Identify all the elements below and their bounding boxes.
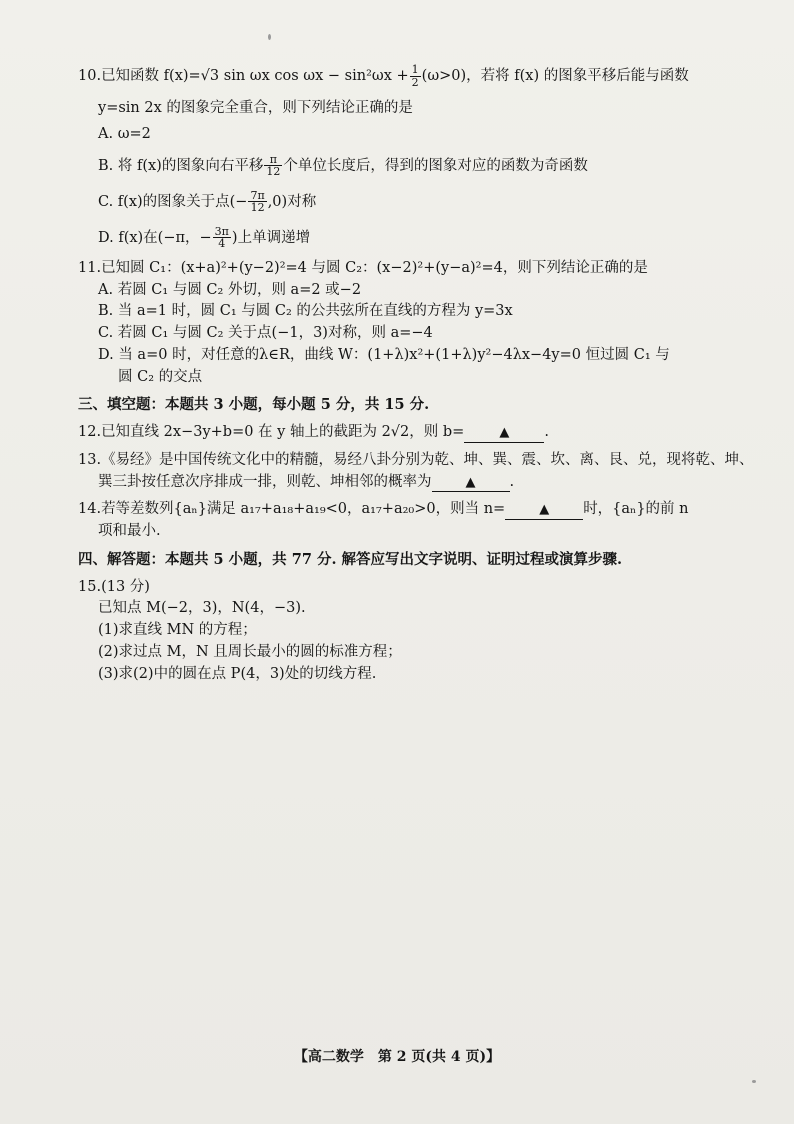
option-a: A. ω=2 xyxy=(98,125,151,142)
question-14-line2: 项和最小. xyxy=(98,523,161,540)
fraction-numerator: 7π xyxy=(250,188,265,202)
option-text: ,0)对称 xyxy=(267,193,317,210)
question-11-stem xyxy=(78,258,738,280)
question-14 xyxy=(78,499,738,543)
question-text: (ω>0)，若将 f(x) 的图象平移后能与函数 xyxy=(421,68,689,85)
option-text: 个单位长度后，得到的图象对应的函数为奇函数 xyxy=(283,157,588,174)
fraction-numerator: 1 xyxy=(411,63,419,76)
question-text: 《易经》是中国传统文化中的精髓，易经八卦分别为乾、坤、巽、震、坎、离、艮、兑，现将乾、坤、 xyxy=(101,451,754,468)
question-15-part-1: (1)求直线 MN 的方程； xyxy=(98,622,257,639)
question-15-given: 已知点 M(−2，3)，N(4，−3). xyxy=(98,600,306,617)
fraction-denominator: 2 xyxy=(411,75,419,89)
question-text: 已知直线 2x−3y+b=0 在 y 轴上的截距为 2√2，则 b= xyxy=(101,424,465,441)
fraction-numerator: 3π xyxy=(214,224,229,238)
question-number: 13. xyxy=(78,451,102,468)
question-text: . xyxy=(544,424,549,441)
option-b xyxy=(78,154,738,178)
option-text: D. f(x)在(−π，− xyxy=(98,229,212,246)
fraction xyxy=(213,226,231,250)
question-number: 11. xyxy=(78,259,102,276)
question-text: . xyxy=(509,473,515,490)
question-score: (13 分) xyxy=(101,578,150,595)
fraction-denominator: 12 xyxy=(266,165,281,179)
question-15 xyxy=(78,577,738,686)
question-10-stem xyxy=(78,64,738,88)
option-c: C. 若圆 C₁ 与圆 C₂ 关于点(−1，3)对称，则 a=−4 xyxy=(98,325,433,342)
fraction-numerator: π xyxy=(264,154,282,167)
question-number: 12. xyxy=(78,424,102,441)
exam-content xyxy=(78,58,754,685)
question-text: 时，{aₙ}的前 n xyxy=(583,501,689,518)
question-10 xyxy=(78,64,738,250)
question-15-part-2: (2)求过点 M，N 且周长最小的圆的标准方程； xyxy=(98,643,402,660)
question-number: 15. xyxy=(78,578,102,595)
fraction xyxy=(410,64,421,88)
fraction-denominator: 12 xyxy=(250,201,265,215)
scan-speck xyxy=(268,34,271,40)
question-number: 14. xyxy=(78,501,102,518)
triangle-marker: ▲ xyxy=(499,425,510,441)
question-number: 10. xyxy=(78,68,102,85)
question-text: 已知函数 f(x)=√3 sin ωx cos ωx − sin²ωx + xyxy=(101,68,409,85)
option-d-continued: 圆 C₂ 的交点 xyxy=(118,368,203,385)
answer-blank xyxy=(464,424,544,442)
fraction-denominator: 4 xyxy=(218,237,226,251)
option-text: C. f(x)的图象关于点(− xyxy=(98,193,248,210)
option-d: D. 当 a=0 时，对任意的λ∈R，曲线 W：(1+λ)x²+(1+λ)y²−4λx−4y=0 恒过圆 C₁ 与 xyxy=(98,346,670,363)
question-15-header xyxy=(78,577,738,599)
question-13-line2 xyxy=(78,472,738,494)
option-c xyxy=(78,190,738,214)
option-d xyxy=(78,226,738,250)
question-text: 已知圆 C₁：(x+a)²+(y−2)²=4 与圆 C₂：(x−2)²+(y−a)²=4，则下列结论正确的是 xyxy=(101,259,648,276)
question-13 xyxy=(78,450,754,494)
question-13-line1 xyxy=(78,450,754,472)
question-14-line1 xyxy=(78,499,738,521)
question-10-stem-line2: y=sin 2x 的图象完全重合，则下列结论正确的是 xyxy=(98,100,413,117)
option-a: A. 若圆 C₁ 与圆 C₂ 外切，则 a=2 或−2 xyxy=(98,281,362,298)
option-text: B. 将 f(x)的图象向右平移 xyxy=(98,157,264,174)
question-15-part-3: (3)求(2)中的圆在点 P(4，3)处的切线方程. xyxy=(98,665,377,682)
question-text: 若等差数列{aₙ}满足 a₁₇+a₁₈+a₁₉<0，a₁₇+a₂₀>0，则当 n= xyxy=(101,501,506,518)
triangle-marker: ▲ xyxy=(465,474,476,490)
option-text: )上单调递增 xyxy=(231,229,311,246)
option-b: B. 当 a=1 时，圆 C₁ 与圆 C₂ 的公共弦所在直线的方程为 y=3x xyxy=(98,303,513,320)
fraction xyxy=(248,190,266,214)
answer-blank xyxy=(432,474,510,492)
fraction xyxy=(264,154,282,178)
question-11 xyxy=(78,258,738,389)
triangle-marker: ▲ xyxy=(539,502,550,518)
section-heading-solutions: 四、解答题：本题共 5 小题，共 77 分. 解答应写出文字说明、证明过程或演算步骤. xyxy=(78,550,623,568)
question-12 xyxy=(78,422,738,444)
answer-blank xyxy=(505,501,583,519)
section-heading-fill-in: 三、填空题：本题共 3 小题，每小题 5 分，共 15 分. xyxy=(78,396,430,414)
scan-speck xyxy=(752,1080,756,1083)
question-text: 巽三卦按任意次序排成一排，则乾、坤相邻的概率为 xyxy=(98,473,432,490)
page-footer: 【高二数学 第 2 页(共 4 页)】 xyxy=(293,1049,501,1065)
